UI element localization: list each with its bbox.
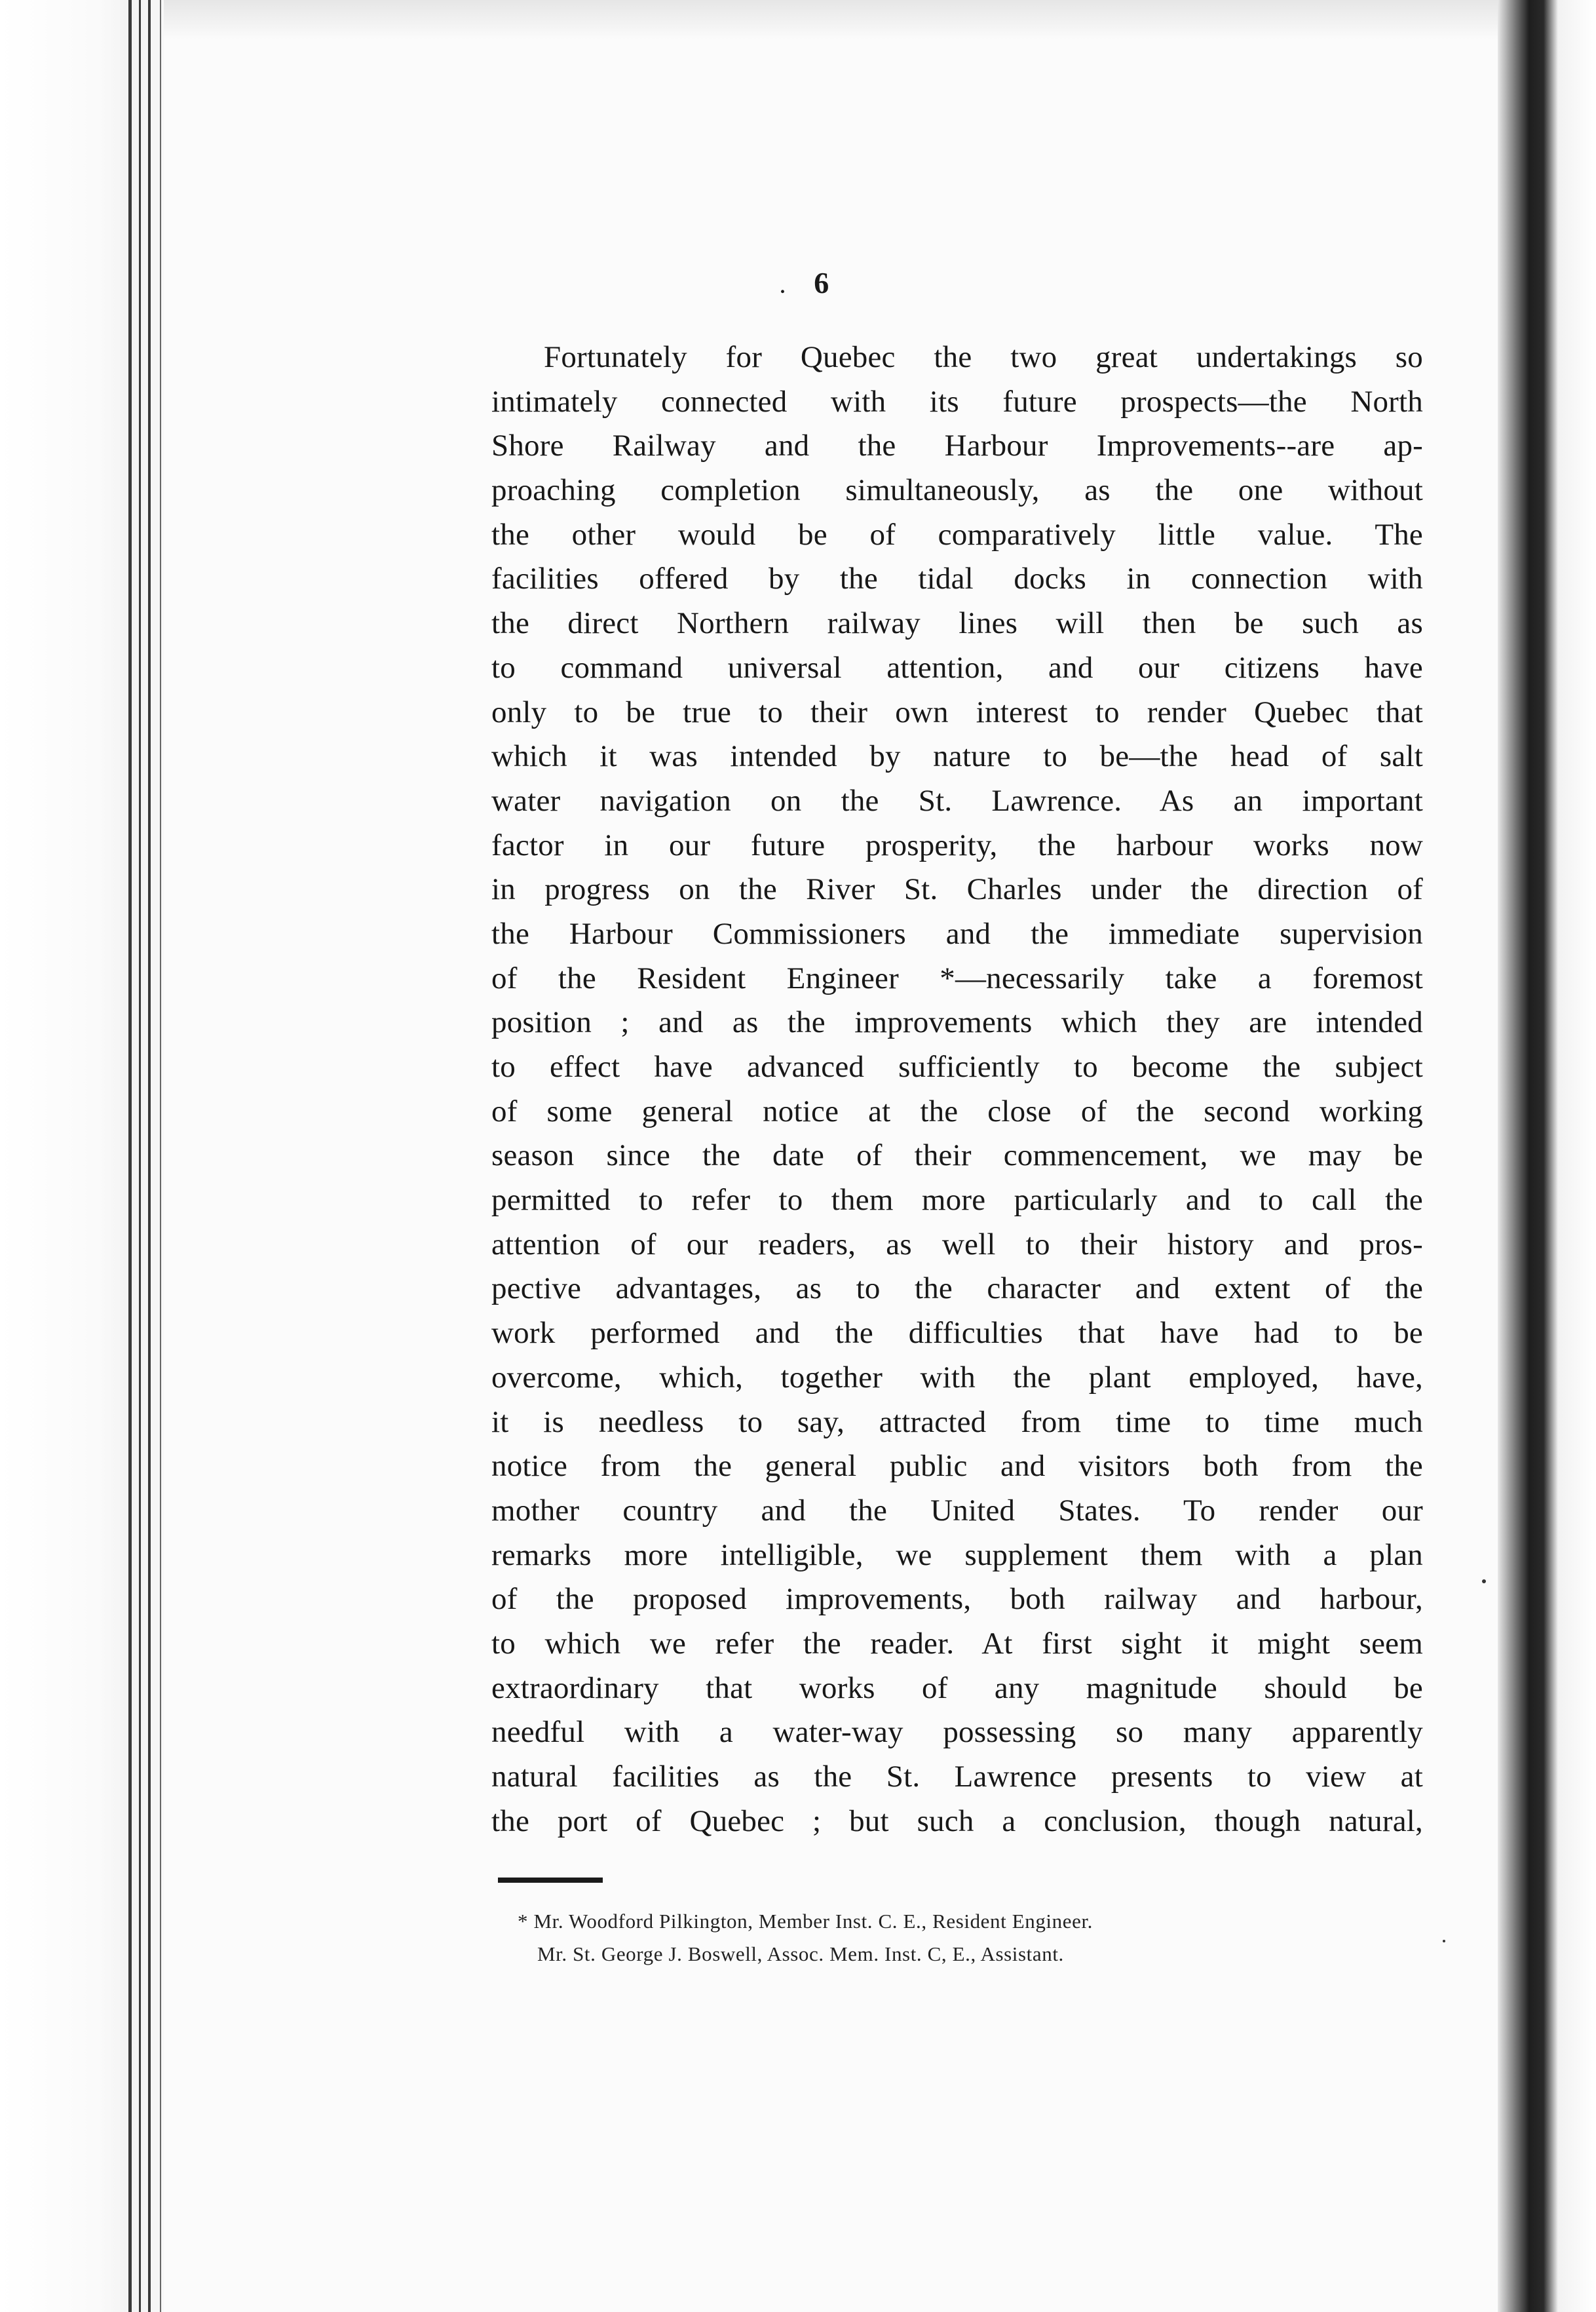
text-line: which it was intended by nature to be—the head of salt [491, 739, 1423, 774]
right-page-edge [1498, 0, 1596, 2312]
text-line: the port of Quebec ; but such a conclusion, though natural, [491, 1803, 1423, 1838]
text-line: intimately connected with its future prospects—the North [491, 384, 1423, 419]
text-line: in progress on the River St. Charles under the direction of [491, 872, 1423, 907]
text-line: only to be true to their own interest to render Quebec that [491, 695, 1423, 729]
text-line: work performed and the difficulties that have had to be [491, 1316, 1423, 1351]
text-line: to effect have advanced sufficiently to become the subject [491, 1050, 1423, 1084]
page-number-dot: . [780, 276, 786, 298]
text-line: it is needless to say, attracted from time to time much [491, 1404, 1423, 1439]
text-line: water navigation on the St. Lawrence. As an important [491, 783, 1423, 818]
text-line: factor in our future prosperity, the harbour works now [491, 828, 1423, 862]
text-line: mother country and the United States. To render our [491, 1493, 1423, 1528]
text-line: overcome, which, together with the plant employed, have, [491, 1360, 1423, 1395]
top-edge-shadow [164, 0, 1500, 39]
text-line: Shore Railway and the Harbour Improvements--are ap- [491, 429, 1423, 463]
gutter-line [139, 0, 141, 2312]
text-line: pective advantages, as to the character and extent of the [491, 1271, 1423, 1306]
text-line: proaching completion simultaneously, as the one without [491, 473, 1423, 508]
text-line: needful with a water-way possessing so many apparently [491, 1715, 1423, 1750]
text-line: the Harbour Commissioners and the immediate supervision [491, 916, 1423, 951]
scan-speck [1443, 1940, 1445, 1942]
text-line: the other would be of comparatively little value. The [491, 517, 1423, 552]
text-line: of the proposed improvements, both railway and harbour, [491, 1582, 1423, 1617]
text-line: position ; and as the improvements which they are intended [491, 1005, 1423, 1040]
text-line: facilities offered by the tidal docks in connection with [491, 562, 1423, 596]
text-line: of some general notice at the close of the second working [491, 1094, 1423, 1128]
footnotes [518, 1906, 1448, 1970]
text-line: the direct Northern railway lines will then be such as [491, 606, 1423, 641]
text-line: of the Resident Engineer *—necessarily take a foremost [491, 961, 1423, 995]
page-number-value: 6 [814, 266, 829, 299]
scan-speck [1482, 1579, 1486, 1583]
gutter-line [128, 0, 132, 2312]
footnote-1: * Mr. Woodford Pilkington, Member Inst. C. E., Resident Engineer. [518, 1910, 1093, 1933]
text-line: attention of our readers, as well to their history and pros- [491, 1227, 1423, 1262]
text-line: to which we refer the reader. At first sight it might seem [491, 1626, 1423, 1661]
body-paragraph [491, 336, 1423, 1843]
gutter-line [160, 0, 161, 2312]
footnote-rule [498, 1878, 603, 1883]
text-line: natural facilities as the St. Lawrence presents to view at [491, 1760, 1423, 1794]
text-line: extraordinary that works of any magnitude should be [491, 1670, 1423, 1705]
text-line: season since the date of their commencement, we may be [491, 1138, 1423, 1173]
text-line: Fortunately for Quebec the two great undertakings so [544, 340, 1423, 374]
text-line: to command universal attention, and our citizens have [491, 650, 1423, 685]
text-line: permitted to refer to them more particularly and to call the [491, 1183, 1423, 1218]
page-number [0, 265, 1596, 300]
text-line: notice from the general public and visitors both from the [491, 1449, 1423, 1484]
footnote-2: Mr. St. George J. Boswell, Assoc. Mem. Inst. C, E., Assistant. [537, 1942, 1064, 1965]
text-line: remarks more intelligible, we supplement them with a plan [491, 1537, 1423, 1572]
gutter-line [148, 0, 151, 2312]
